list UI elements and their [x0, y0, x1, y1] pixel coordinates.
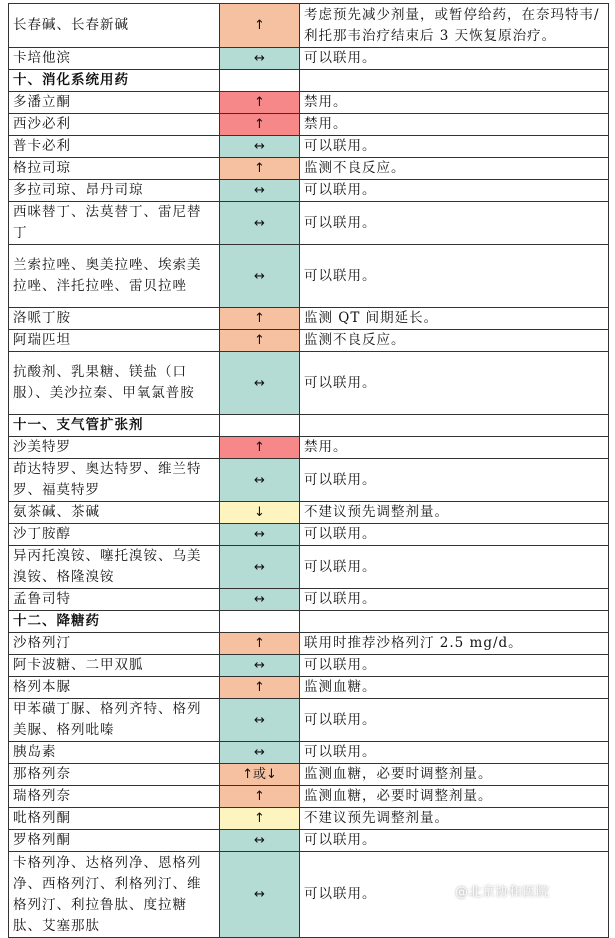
table-row: [9, 92, 609, 114]
drug-name-cell: 沙丁胺醇: [9, 524, 220, 546]
advice-cell: 不建议预先调整剂量。: [300, 808, 609, 830]
section-title: 十一、支气管扩张剂: [9, 415, 220, 437]
advice-cell: 可以联用。: [300, 852, 609, 938]
advice-cell: 可以联用。: [300, 202, 609, 245]
advice-cell: 可以联用。: [300, 180, 609, 202]
advice-cell: 可以联用。: [300, 546, 609, 589]
no-change-arrow-icon: ↔: [220, 459, 300, 502]
drug-name-cell: 阿瑞匹坦: [9, 330, 220, 352]
table-row: [9, 180, 609, 202]
no-change-arrow-icon: ↔: [220, 742, 300, 764]
advice-cell: 可以联用。: [300, 245, 609, 308]
advice-cell: 可以联用。: [300, 742, 609, 764]
table-row: [9, 742, 609, 764]
table-row: [9, 114, 609, 136]
advice-cell: 监测不良反应。: [300, 330, 609, 352]
up-arrow-icon: ↑: [220, 437, 300, 459]
drug-name-cell: 卡格列净、达格列净、恩格列净、西格列汀、利格列汀、维格列汀、利拉鲁肽、度拉糖肽、艾塞那肽: [9, 852, 220, 938]
no-change-arrow-icon: ↔: [220, 589, 300, 611]
table-row: [9, 589, 609, 611]
section-blank-cell: [220, 415, 300, 437]
table-row: [9, 830, 609, 852]
advice-cell: 禁用。: [300, 114, 609, 136]
no-change-arrow-icon: ↔: [220, 699, 300, 742]
no-change-arrow-icon: ↔: [220, 136, 300, 158]
table-row: [9, 308, 609, 330]
drug-interaction-table: [8, 3, 609, 938]
drug-name-cell: 瑞格列奈: [9, 786, 220, 808]
up-arrow-icon: ↑: [220, 808, 300, 830]
advice-cell: 禁用。: [300, 437, 609, 459]
table-row: [9, 158, 609, 180]
advice-cell: 可以联用。: [300, 136, 609, 158]
table-row: [9, 502, 609, 524]
no-change-arrow-icon: ↔: [220, 352, 300, 415]
drug-name-cell: 多潘立酮: [9, 92, 220, 114]
up-arrow-icon: ↑: [220, 677, 300, 699]
table-row: [9, 352, 609, 415]
drug-name-cell: 抗酸剂、乳果糖、镁盐（口服）、美沙拉秦、甲氧氯普胺: [9, 352, 220, 415]
down-arrow-icon: ↓: [220, 502, 300, 524]
drug-name-cell: 卡培他滨: [9, 48, 220, 70]
drug-name-cell: 普卡必利: [9, 136, 220, 158]
section-header-row: [9, 611, 609, 633]
up-arrow-icon: ↑: [220, 308, 300, 330]
advice-cell: 考虑预先减少剂量，或暂停给药，在奈玛特韦/利托那韦治疗结束后 3 天恢复原治疗。: [300, 4, 609, 48]
no-change-arrow-icon: ↔: [220, 546, 300, 589]
drug-name-cell: 西沙必利: [9, 114, 220, 136]
table-row: [9, 546, 609, 589]
drug-name-cell: 洛哌丁胺: [9, 308, 220, 330]
drug-name-cell: 胰岛素: [9, 742, 220, 764]
advice-cell: 可以联用。: [300, 830, 609, 852]
table-row: [9, 524, 609, 546]
no-change-arrow-icon: ↔: [220, 830, 300, 852]
table-row: [9, 764, 609, 786]
section-header-row: [9, 415, 609, 437]
table-row: [9, 245, 609, 308]
drug-name-cell: 甲苯磺丁脲、格列齐特、格列美脲、格列吡嗪: [9, 699, 220, 742]
drug-name-cell: 氨茶碱、茶碱: [9, 502, 220, 524]
drug-name-cell: 多拉司琼、昂丹司琼: [9, 180, 220, 202]
up-arrow-icon: ↑: [220, 92, 300, 114]
advice-cell: 禁用。: [300, 92, 609, 114]
up-arrow-icon: ↑: [220, 4, 300, 48]
drug-name-cell: 沙格列汀: [9, 633, 220, 655]
no-change-arrow-icon: ↔: [220, 524, 300, 546]
section-blank-cell: [220, 611, 300, 633]
table-row: [9, 136, 609, 158]
advice-cell: 可以联用。: [300, 48, 609, 70]
no-change-arrow-icon: ↔: [220, 655, 300, 677]
drug-name-cell: 西咪替丁、法莫替丁、雷尼替丁: [9, 202, 220, 245]
no-change-arrow-icon: ↔: [220, 852, 300, 938]
section-title: 十二、降糖药: [9, 611, 220, 633]
advice-cell: 联用时推荐沙格列汀 2.5 mg/d。: [300, 633, 609, 655]
section-blank-cell: [220, 70, 300, 92]
advice-cell: 可以联用。: [300, 459, 609, 502]
drug-name-cell: 那格列奈: [9, 764, 220, 786]
advice-cell: 监测血糖，必要时调整剂量。: [300, 786, 609, 808]
drug-name-cell: 茚达特罗、奥达特罗、维兰特罗、福莫特罗: [9, 459, 220, 502]
up-arrow-icon: ↑: [220, 786, 300, 808]
drug-name-cell: 格拉司琼: [9, 158, 220, 180]
source-watermark: @北京协和医院: [455, 885, 550, 900]
table-row: [9, 808, 609, 830]
advice-cell: 可以联用。: [300, 655, 609, 677]
drug-name-cell: 异丙托溴铵、噻托溴铵、乌美溴铵、格隆溴铵: [9, 546, 220, 589]
table-row: [9, 4, 609, 48]
drug-name-cell: 阿卡波糖、二甲双胍: [9, 655, 220, 677]
advice-cell: 可以联用。: [300, 589, 609, 611]
advice-cell: 监测血糖。: [300, 677, 609, 699]
table-row: [9, 202, 609, 245]
section-header-row: [9, 70, 609, 92]
section-blank-cell: [300, 70, 609, 92]
table-row: [9, 437, 609, 459]
advice-cell: 可以联用。: [300, 352, 609, 415]
no-change-arrow-icon: ↔: [220, 202, 300, 245]
table-row: [9, 677, 609, 699]
no-change-arrow-icon: ↔: [220, 48, 300, 70]
table-row: [9, 786, 609, 808]
table-row: [9, 459, 609, 502]
drug-name-cell: 罗格列酮: [9, 830, 220, 852]
advice-cell: 可以联用。: [300, 699, 609, 742]
drug-name-cell: 兰索拉唑、奥美拉唑、埃索美拉唑、泮托拉唑、雷贝拉唑: [9, 245, 220, 308]
advice-cell: 监测不良反应。: [300, 158, 609, 180]
up-arrow-icon: ↑: [220, 330, 300, 352]
up-or-down-arrow-icon: ↑或↓: [220, 764, 300, 786]
table-row: [9, 330, 609, 352]
section-blank-cell: [300, 611, 609, 633]
drug-name-cell: 长春碱、长春新碱: [9, 4, 220, 48]
table-row: [9, 633, 609, 655]
no-change-arrow-icon: ↔: [220, 245, 300, 308]
drug-name-cell: 吡格列酮: [9, 808, 220, 830]
advice-cell: 监测血糖，必要时调整剂量。: [300, 764, 609, 786]
table-row: [9, 655, 609, 677]
drug-name-cell: 格列本脲: [9, 677, 220, 699]
section-title: 十、消化系统用药: [9, 70, 220, 92]
drug-name-cell: 孟鲁司特: [9, 589, 220, 611]
section-blank-cell: [300, 415, 609, 437]
no-change-arrow-icon: ↔: [220, 180, 300, 202]
advice-cell: 监测 QT 间期延长。: [300, 308, 609, 330]
advice-cell: 不建议预先调整剂量。: [300, 502, 609, 524]
table-row: [9, 699, 609, 742]
drug-name-cell: 沙美特罗: [9, 437, 220, 459]
advice-cell: 可以联用。: [300, 524, 609, 546]
up-arrow-icon: ↑: [220, 633, 300, 655]
up-arrow-icon: ↑: [220, 158, 300, 180]
table-row: [9, 48, 609, 70]
up-arrow-icon: ↑: [220, 114, 300, 136]
